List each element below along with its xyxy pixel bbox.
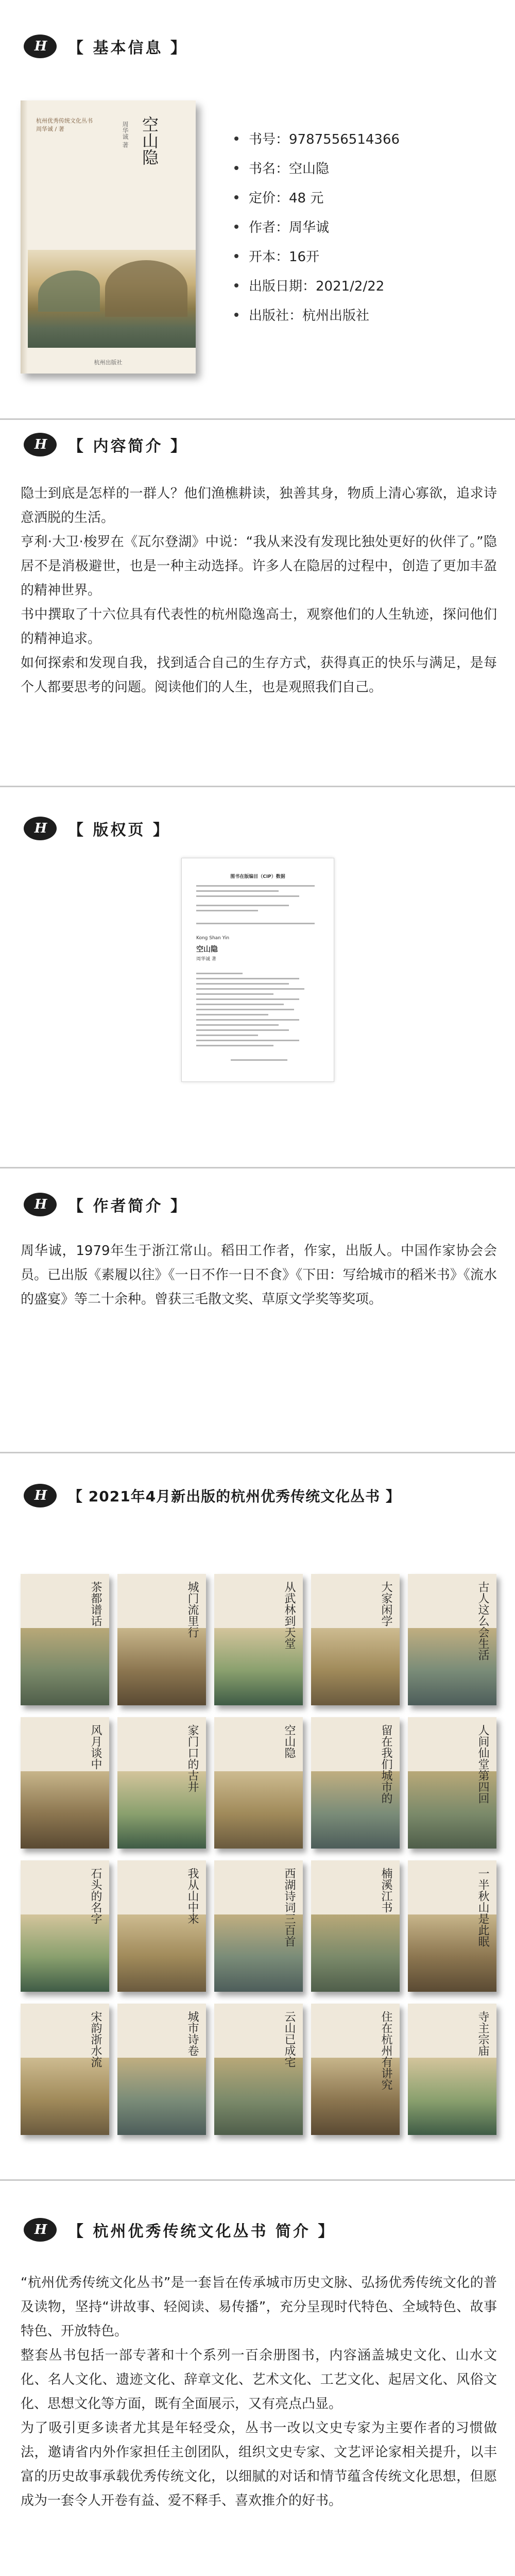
cover-series: 杭州优秀传统文化丛书 周华诚 / 著	[36, 117, 93, 132]
series-book-cover	[21, 1574, 109, 1705]
info-publisher: 出版社：杭州出版社	[234, 300, 502, 329]
series-book-title: 宋韵浙水流	[89, 2011, 102, 2067]
cover-author: 周华诚 著	[122, 121, 129, 148]
divider	[0, 786, 515, 787]
cover-painting	[28, 250, 196, 348]
series-book-title: 古人这么会生活	[476, 1581, 489, 1660]
series-book-cover	[311, 1717, 400, 1849]
book-cover	[21, 100, 196, 374]
cip-author: 周华诚 著	[196, 957, 216, 962]
series-book-title: 云山已成宅	[283, 2011, 296, 2067]
series-book-grid	[21, 1574, 497, 2146]
series-book-cover	[311, 2004, 400, 2135]
section-title: 【 杭州优秀传统文化丛书 简介 】	[68, 2223, 336, 2241]
section-header-copyright	[0, 814, 515, 843]
series-book-title: 住在杭州有讲究	[380, 2011, 392, 2090]
author-text: 周华诚，1979年生于浙江常山。稻田工作者，作家，出版人。中国作家协会会员。已出版《素履以往》《一日不作一日不食》《下田：写给城市的稻米书》《流水的盛宴》等二十余种。曾获三毛散文奖、草原文学奖等奖项。	[21, 1243, 497, 1307]
section-header-basic	[0, 32, 515, 61]
info-date: 出版日期：2021/2/22	[234, 270, 502, 300]
series-book-cover	[117, 1860, 206, 1992]
section-title: 【 2021年4月新出版的杭州优秀传统文化丛书 】	[68, 1488, 401, 1505]
section-title: 【 作者简介 】	[68, 1197, 188, 1215]
brand-logo-icon: H	[24, 433, 57, 456]
series-book-title: 一半秋山是此眠	[476, 1868, 489, 1947]
series-book-cover	[21, 1860, 109, 1992]
series-book-title: 我从山中来	[186, 1868, 199, 1924]
series-book-title: 城门流里行	[186, 1581, 199, 1638]
series-book-cover	[408, 1717, 496, 1849]
cip-title: 空山隐	[196, 945, 218, 954]
divider	[0, 2179, 515, 2181]
info-format: 开本：16开	[234, 241, 502, 270]
info-isbn: 书号：9787556514366	[234, 124, 502, 153]
series-book-title: 大家闲学	[380, 1581, 392, 1626]
series-intro-text: “杭州优秀传统文化丛书”是一套旨在传承城市历史文脉、弘扬优秀传统文化的普及读物，坚持“讲故事、轻阅读、易传播”，充分呈现时代特色、全域特色、故事特色、开放特色。 整套丛书包括一部专著和十个系列一百余册图书，内容涵盖城史文化、山水文化、名人文化、遗迹文化、辞章文化、艺术文化、工艺文化、起居文化、风俗文化、思想文化等方面，既有全面展示，又有亮点凸显。 为了吸引更多读者尤其是年轻受众，丛书一改以文史专家为主要作者的习惯做法，邀请省内外作家担任主创团队，组织文史专家、文艺评论家相关提升，以丰富的历史故事承载优秀传统文化，以细腻的对话和情节蕴含传统文化思想，但愿成为一套令人开卷有益、爱不释手、喜欢推介的好书。	[21, 2275, 497, 2509]
cip-title-en: Kong Shan Yin	[196, 936, 230, 941]
brand-logo-icon: H	[24, 1484, 57, 1507]
series-book-cover	[311, 1574, 400, 1705]
series-book-cover	[311, 1860, 400, 1992]
section-title: 【 版权页 】	[68, 821, 170, 839]
series-book-cover	[408, 2004, 496, 2135]
section-header-author	[0, 1190, 515, 1219]
info-author: 作者：周华诚	[234, 212, 502, 241]
brand-logo-icon: H	[24, 817, 57, 840]
section-title: 【 基本信息 】	[68, 39, 188, 57]
series-book-cover	[117, 1574, 206, 1705]
section-title: 【 内容简介 】	[68, 437, 188, 455]
series-book-title: 风月谈中	[89, 1724, 102, 1770]
divider	[0, 418, 515, 420]
intro-text: 隐士到底是怎样的一群人？他们渔樵耕读，独善其身，物质上清心寡欲，追求诗意洒脱的生活。 亨利·大卫·梭罗在《瓦尔登湖》中说：“我从来没有发现比独处更好的伙伴了。”隐居不是消极避世，也是一种主动选择。许多人在隐居的过程中，创造了更加丰盈的精神世界。 书中撰取了十六位具有代表性的杭州隐逸高士，观察他们的人生轨迹，探问他们的精神追求。 如何探索和发现自我，找到适合自己的生存方式，获得真正的快乐与满足，是每个人都要思考的问题。阅读他们的人生，也是观照我们自己。	[21, 486, 497, 695]
copyright-page-image	[181, 858, 334, 1082]
series-book-title: 从武林到天堂	[283, 1581, 296, 1649]
series-book-title: 空山隐	[283, 1724, 296, 1758]
series-book-cover	[214, 1574, 303, 1705]
divider	[0, 1452, 515, 1453]
series-book-title: 西湖诗词三百首	[283, 1868, 296, 1947]
series-book-title: 茶都谱话	[89, 1581, 102, 1626]
series-book-title: 楠溪江书	[380, 1868, 392, 1913]
section-header-series-intro	[0, 2215, 515, 2244]
series-book-cover	[117, 1717, 206, 1849]
brand-logo-icon: H	[24, 2218, 57, 2242]
series-book-cover	[408, 1860, 496, 1992]
brand-logo-icon: H	[24, 35, 57, 58]
info-title: 书名：空山隐	[234, 153, 502, 182]
section-header-series	[0, 1481, 515, 1510]
series-book-title: 城市诗卷	[186, 2011, 199, 2056]
series-book-cover	[214, 2004, 303, 2135]
cip-heading: 图书在版编目（CIP）数据	[230, 874, 285, 879]
book-info-list	[234, 124, 502, 329]
series-book-cover	[117, 2004, 206, 2135]
info-price: 定价：48 元	[234, 182, 502, 212]
series-book-cover	[21, 1717, 109, 1849]
cover-publisher: 杭州出版社	[94, 359, 123, 366]
series-book-title: 人间仙堂第四回	[476, 1724, 489, 1804]
series-book-cover	[408, 1574, 496, 1705]
cover-title: 空山隐	[140, 116, 159, 165]
series-book-title: 寺主宗庙	[476, 2011, 489, 2056]
series-book-cover	[214, 1860, 303, 1992]
brand-logo-icon: H	[24, 1193, 57, 1216]
series-book-title: 留在我们城市的	[380, 1724, 392, 1804]
series-book-title: 石头的名字	[89, 1868, 102, 1924]
series-book-cover	[21, 2004, 109, 2135]
section-header-intro	[0, 430, 515, 459]
divider	[0, 1167, 515, 1168]
series-book-title: 家门口的古井	[186, 1724, 199, 1792]
series-book-cover	[214, 1717, 303, 1849]
